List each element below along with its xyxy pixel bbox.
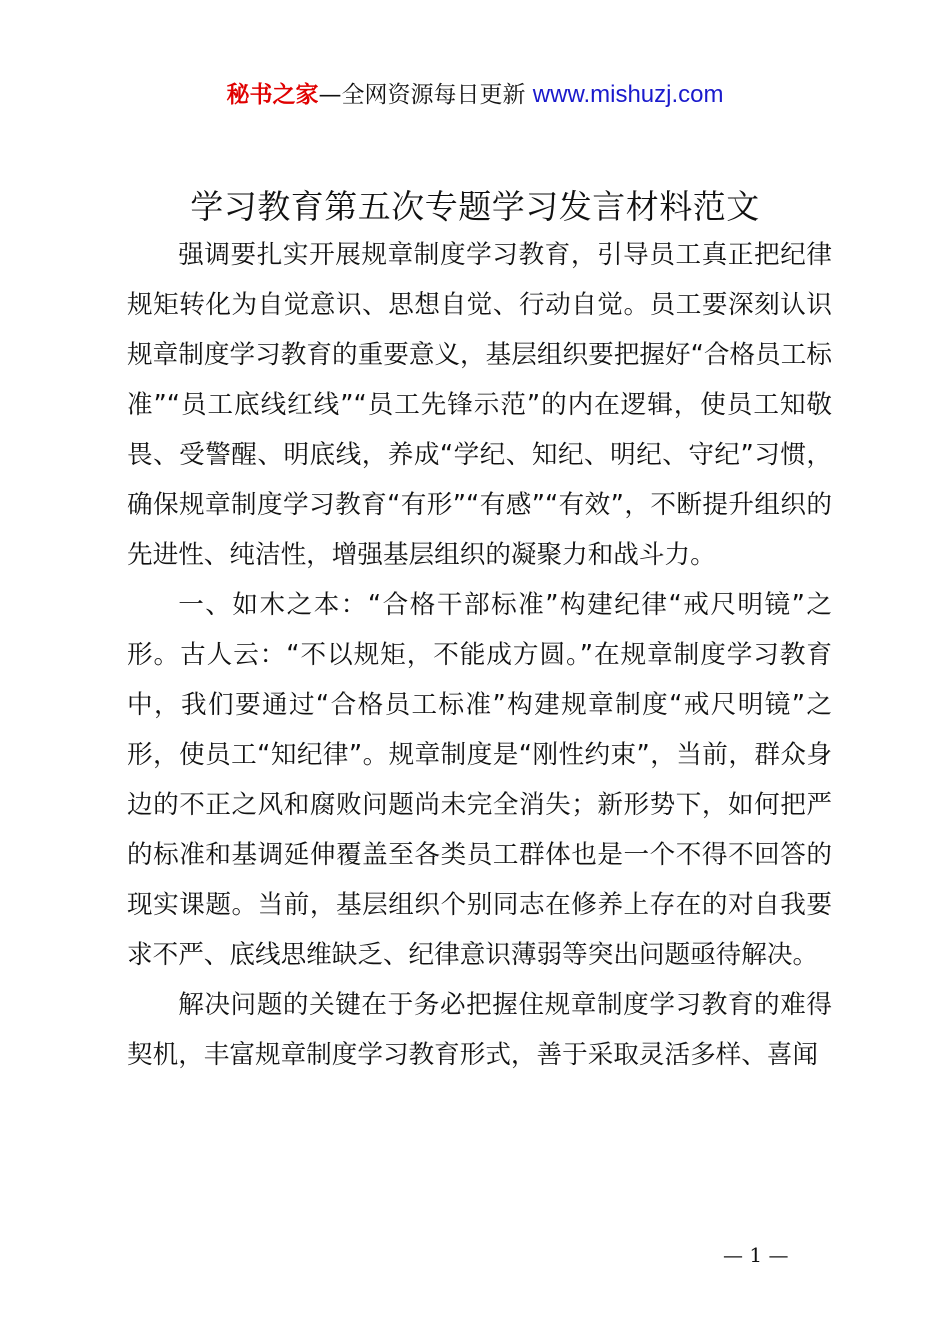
paragraph-section-one: 一、如木之本：“合格干部标准”构建纪律“戒尺明镜”之形。古人云：“不以规矩，不能成方圆。”在规章制度学习教育中，我们要通过“合格员工标准”构建规章制度“戒尺明镜”之形，使员工“知纪律”。规章制度是“刚性约束”，当前，群众身边的不正之风和腐败问题尚未完全消失；新形势下，如何把严的标准和基调延伸覆盖至各类员工群体也是一个不得不回答的现实课题。当前，基层组织个别同志在修养上存在的对自我要求不严、底线思维缺乏、纪律意识薄弱等突出问题亟待解决。 [127,590,832,970]
paragraph-intro: 强调要扎实开展规章制度学习教育，引导员工真正把纪律规矩转化为自觉意识、思想自觉、行动自觉。员工要深刻认识规章制度学习教育的重要意义，基层组织要把握好“合格员工标准”“员工底线红线”“员工先锋示范”的内在逻辑，使员工知敬畏、受警醒、明底线，养成“学纪、知纪、明纪、守纪”习惯，确保规章制度学习教育“有形”“有感”“有效”，不断提升组织的先进性、纯洁性，增强基层组织的凝聚力和战斗力。 [127,240,832,570]
site-header [0,78,950,112]
document-title: 学习教育第五次专题学习发言材料范文 [190,187,760,226]
header-slogan: —全网资源每日更新 [318,82,526,108]
brand-name: 秘书之家 [226,82,319,108]
document-body [127,230,832,1080]
page-number: — 1 — [723,1243,789,1267]
site-url-link[interactable]: www.mishuzj.com [532,81,724,108]
paragraph-solution: 解决问题的关键在于务必把握住规章制度学习教育的难得契机，丰富规章制度学习教育形式，善于采取灵活多样、喜闻 [127,990,832,1070]
